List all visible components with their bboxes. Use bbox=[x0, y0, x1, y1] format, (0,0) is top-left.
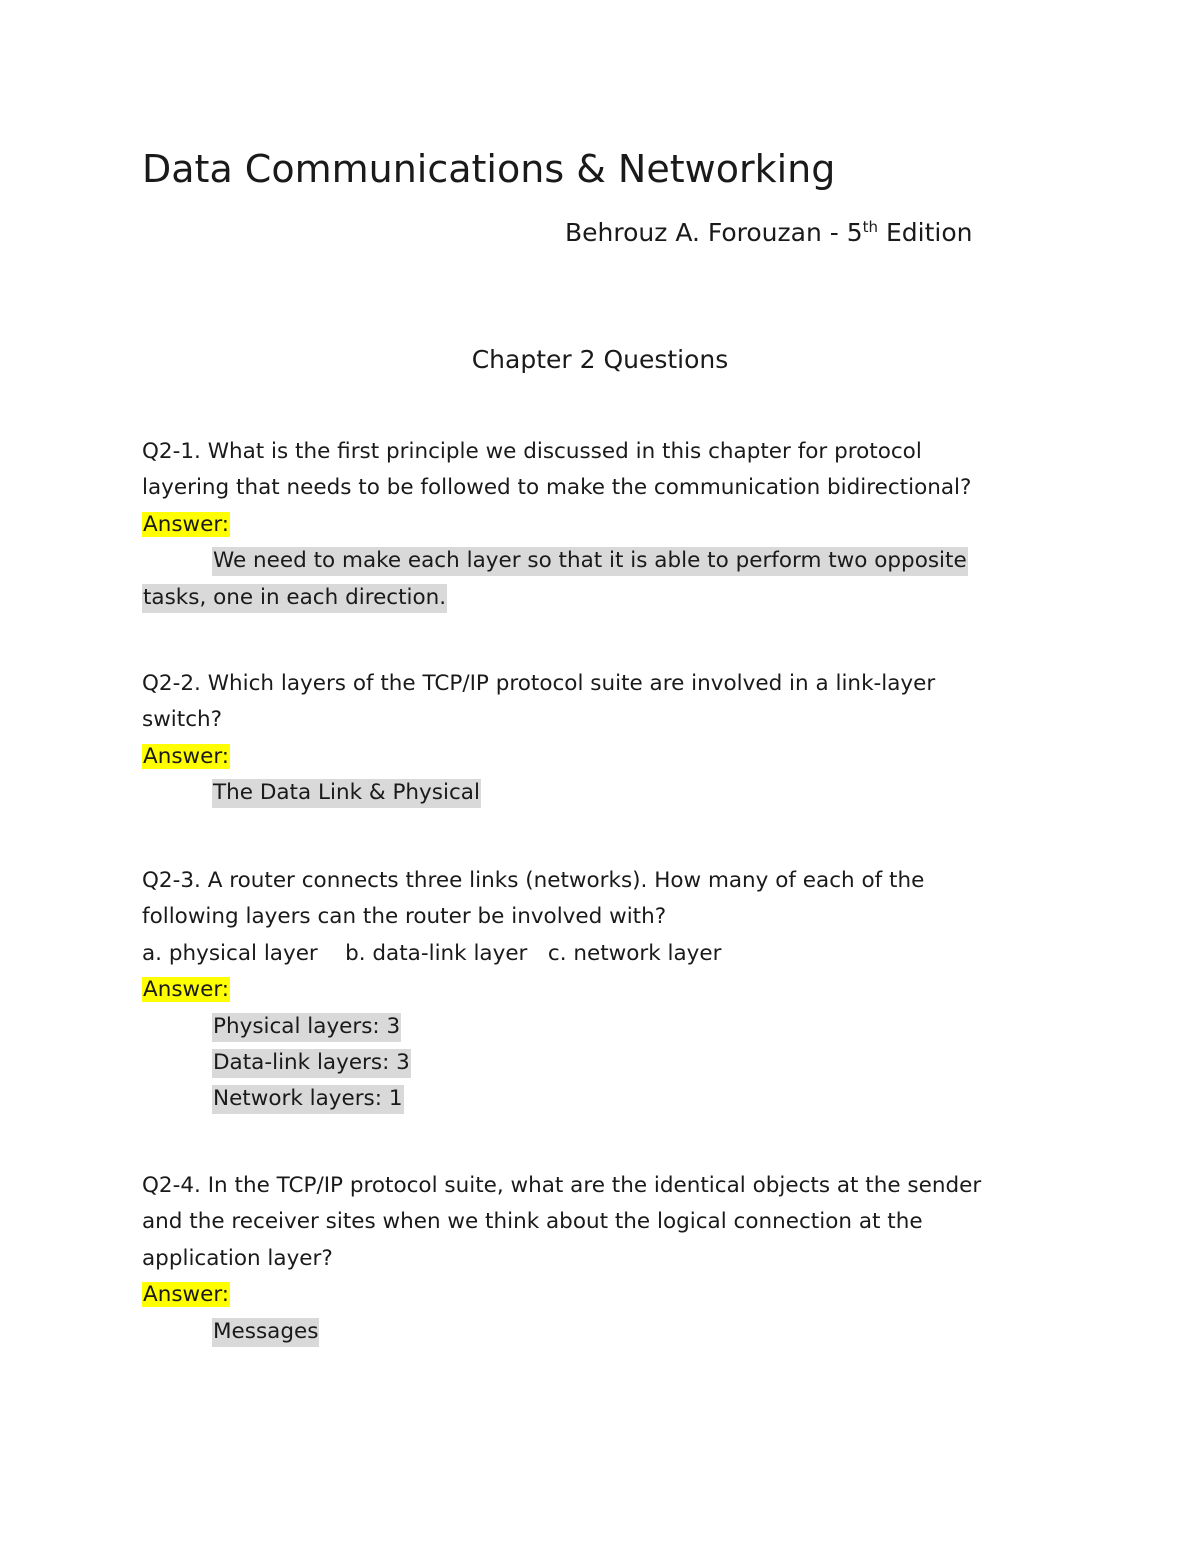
answer-text: Data-link layers: 3 bbox=[212, 1049, 411, 1078]
question-block-3 bbox=[142, 863, 1062, 1118]
author-edition-line bbox=[565, 214, 972, 252]
question-line: a. physical layer b. data-link layer c. network layer bbox=[142, 940, 722, 966]
question-line: and the receiver sites when we think about the logical connection at the bbox=[142, 1209, 923, 1235]
answer-text: tasks, one in each direction. bbox=[142, 584, 447, 613]
answer-label: Answer: bbox=[143, 977, 230, 1003]
question-line: following layers can the router be involved with? bbox=[142, 904, 667, 930]
question-line: Q2-3. A router connects three links (networks). How many of each of the bbox=[142, 868, 925, 893]
answer-text: Network layers: 1 bbox=[212, 1085, 404, 1114]
question-line: Q2-2. Which layers of the TCP/IP protocol suite are involved in a link-layer bbox=[142, 671, 936, 696]
question-block-1 bbox=[142, 434, 1062, 616]
answer-label: Answer: bbox=[143, 511, 230, 537]
question-line: switch? bbox=[142, 707, 223, 733]
edition-label: Edition bbox=[878, 218, 973, 247]
question-block-4 bbox=[142, 1168, 1062, 1350]
question-line: layering that needs to be followed to make the communication bidirectional? bbox=[142, 475, 972, 501]
answer-text: We need to make each layer so that it is able to perform two opposite bbox=[212, 547, 968, 576]
question-line: Q2-1. What is the first principle we discussed in this chapter for protocol bbox=[142, 439, 922, 464]
answer-text: The Data Link & Physical bbox=[212, 779, 481, 808]
question-block-2 bbox=[142, 666, 1062, 812]
chapter-heading: Chapter 2 Questions bbox=[471, 345, 729, 374]
answer-label: Answer: bbox=[143, 743, 230, 769]
answer-label: Answer: bbox=[143, 1282, 230, 1308]
author-name: Behrouz A. Forouzan - 5 bbox=[565, 218, 863, 247]
edition-superscript: th bbox=[862, 218, 879, 236]
question-line: Q2-4. In the TCP/IP protocol suite, what are the identical objects at the sender bbox=[142, 1173, 982, 1198]
document-title: Data Communications & Networking bbox=[142, 147, 836, 191]
answer-text: Physical layers: 3 bbox=[212, 1013, 401, 1042]
question-line: application layer? bbox=[142, 1245, 333, 1271]
answer-text: Messages bbox=[212, 1318, 319, 1347]
